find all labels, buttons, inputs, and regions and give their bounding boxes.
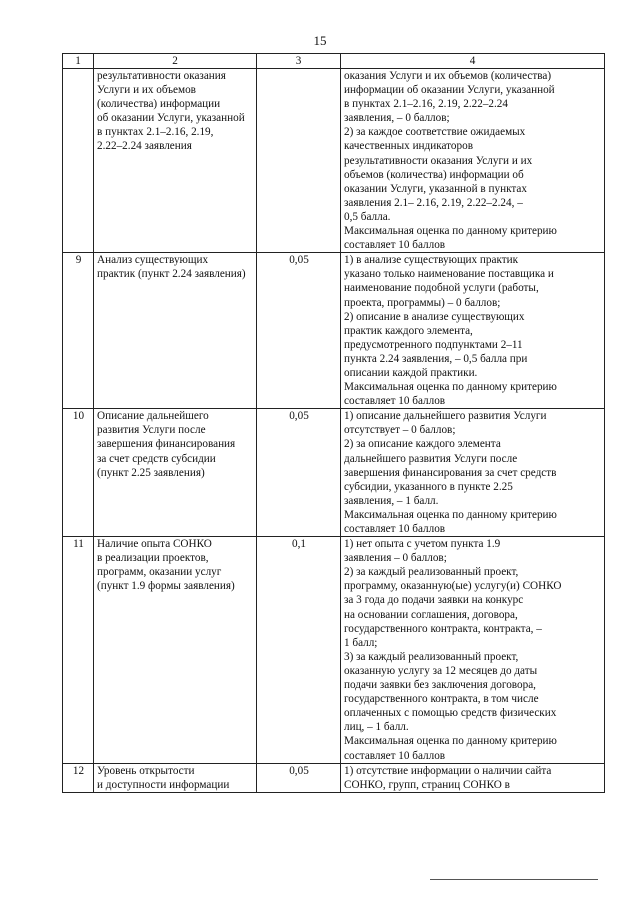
scoring-line: заявления – 0 баллов; [344, 552, 447, 565]
scoring-line: 1) описание дальнейшего развития Услуги [344, 410, 547, 423]
criterion-line: Описание дальнейшего [97, 410, 209, 423]
scoring-line: Максимальная оценка по данному критерию [344, 735, 557, 748]
scoring-line: за 3 года до подачи заявки на конкурс [344, 594, 524, 607]
scoring-line: описании каждой практики. [344, 366, 478, 379]
header-col-2: 2 [94, 54, 257, 69]
criterion-line: практик (пункт 2.24 заявления) [97, 268, 246, 281]
row-number: 10 [63, 409, 94, 537]
criterion-line: результативности оказания [97, 70, 226, 82]
scoring-cell [341, 253, 605, 409]
scoring-line: Максимальная оценка по данному критерию [344, 381, 557, 394]
header-col-3: 3 [257, 54, 341, 69]
scoring-line: пункта 2.24 заявления, – 0,5 балла при [344, 352, 528, 365]
scoring-line: Максимальная оценка по данному критерию [344, 225, 557, 238]
scoring-line: 1) нет опыта с учетом пункта 1.9 [344, 538, 501, 551]
header-col-4: 4 [341, 54, 605, 69]
criterion-line: Услуги и их объемов [97, 84, 196, 97]
row-number [63, 69, 94, 253]
table-row [63, 537, 605, 764]
scoring-line: государственного контракта, в том числе [344, 693, 539, 706]
criterion-line: Анализ существующих [97, 254, 209, 267]
weight-cell: 0,05 [257, 409, 341, 537]
scoring-line: в пунктах 2.1–2.16, 2.19, 2.22–2.24 [344, 98, 508, 111]
criterion-cell [94, 69, 257, 253]
criterion-line: Наличие опыта СОНКО [97, 538, 212, 551]
scoring-line: оказанную услугу за 12 месяцев до даты [344, 664, 538, 677]
header-col-1: 1 [63, 54, 94, 69]
scoring-line: составляет 10 баллов [344, 749, 446, 762]
scoring-line: на основании соглашения, договора, [344, 608, 518, 621]
scoring-line: составляет 10 баллов [344, 395, 446, 408]
scoring-line: объемов (количества) информации об [344, 168, 524, 181]
scoring-line: 0,5 балла. [344, 210, 391, 223]
scoring-line: качественных индикаторов [344, 140, 473, 153]
criterion-line: 2.22–2.24 заявления [97, 140, 192, 153]
table-row [63, 69, 605, 253]
scoring-line: заявления 2.1– 2.16, 2.19, 2.22–2.24, – [344, 196, 523, 209]
table-row [63, 409, 605, 537]
scoring-line: 1 балл; [344, 636, 378, 649]
scoring-line: проекта, программы) – 0 баллов; [344, 296, 501, 309]
row-number: 9 [63, 253, 94, 409]
weight-cell: 0,05 [257, 253, 341, 409]
scoring-line: оказании Услуги, указанной в пунктах [344, 182, 527, 195]
criterion-line: (пункт 2.25 заявления) [97, 466, 205, 479]
scoring-line: оплаченных с помощью средств физических [344, 707, 557, 720]
scoring-line: подачи заявки без заключения договора, [344, 679, 536, 692]
scoring-cell [341, 69, 605, 253]
weight-cell: 0,05 [257, 763, 341, 792]
weight-cell [257, 69, 341, 253]
scoring-line: государственного контракта, контракта, – [344, 622, 542, 635]
scoring-line: указано только наименование поставщика и [344, 268, 554, 281]
scoring-line: 1) отсутствие информации о наличии сайта [344, 764, 552, 777]
criteria-table [62, 53, 605, 793]
criterion-line: за счет средств субсидии [97, 452, 216, 465]
scoring-line: отсутствует – 0 баллов; [344, 424, 456, 437]
table-header-row [63, 54, 605, 69]
scoring-line: наименование подобной услуги (работы, [344, 282, 539, 295]
scoring-line: 2) за описание каждого элемента [344, 438, 501, 451]
scoring-line: составляет 10 баллов [344, 523, 446, 535]
criterion-line: (количества) информации [97, 98, 221, 111]
row-number: 12 [63, 763, 94, 792]
scoring-line: 2) за каждый реализованный проект, [344, 566, 519, 579]
row-number: 11 [63, 537, 94, 764]
scoring-line: 1) в анализе существующих практик [344, 254, 519, 267]
table-row [63, 253, 605, 409]
weight-cell: 0,1 [257, 537, 341, 764]
criterion-cell [94, 537, 257, 764]
scoring-line: лиц, – 1 балл. [344, 721, 409, 734]
scoring-cell [341, 763, 605, 792]
table-row [63, 763, 605, 792]
criterion-line: в пунктах 2.1–2.16, 2.19, [97, 126, 214, 139]
scoring-cell [341, 537, 605, 764]
criterion-line: об оказании Услуги, указанной [97, 112, 245, 125]
scoring-line: 3) за каждый реализованный проект, [344, 650, 519, 663]
scoring-line: практик каждого элемента, [344, 324, 473, 337]
scoring-cell [341, 409, 605, 537]
criterion-line: программ, оказании услуг [97, 566, 222, 579]
scoring-line: заявления, – 1 балл. [344, 494, 439, 507]
scoring-line: СОНКО, групп, страниц СОНКО в [344, 778, 510, 791]
scoring-line: программу, оказанную(ые) услугу(и) СОНКО [344, 580, 562, 593]
criterion-line: (пункт 1.9 формы заявления) [97, 580, 235, 593]
scoring-line: завершения финансирования за счет средств [344, 466, 557, 479]
criterion-cell [94, 409, 257, 537]
criterion-line: в реализации проектов, [97, 552, 209, 565]
scoring-line: результативности оказания Услуги и их [344, 154, 533, 167]
scoring-line: составляет 10 баллов [344, 239, 446, 252]
bottom-rule [430, 879, 598, 880]
scoring-line: заявления, – 0 баллов; [344, 112, 450, 125]
scoring-line: 2) описание в анализе существующих [344, 310, 525, 323]
scoring-line: информации об оказании Услуги, указанной [344, 84, 555, 97]
scoring-line: субсидии, указанного в пункте 2.25 [344, 480, 513, 493]
scoring-line: 2) за каждое соответствие ожидаемых [344, 126, 526, 139]
scoring-line: предусмотренного подпунктами 2–11 [344, 338, 523, 351]
scoring-line: оказания Услуги и их объемов (количества) [344, 70, 552, 82]
criterion-line: и доступности информации [97, 778, 230, 791]
table-body [63, 69, 605, 793]
scoring-line: дальнейшего развития Услуги после [344, 452, 518, 465]
criterion-line: развития Услуги после [97, 424, 206, 437]
criterion-line: Уровень открытости [97, 764, 195, 777]
criterion-cell [94, 253, 257, 409]
scoring-line: Максимальная оценка по данному критерию [344, 508, 557, 521]
page-number: 15 [313, 33, 327, 48]
criterion-line: завершения финансирования [97, 438, 236, 451]
criterion-cell [94, 763, 257, 792]
